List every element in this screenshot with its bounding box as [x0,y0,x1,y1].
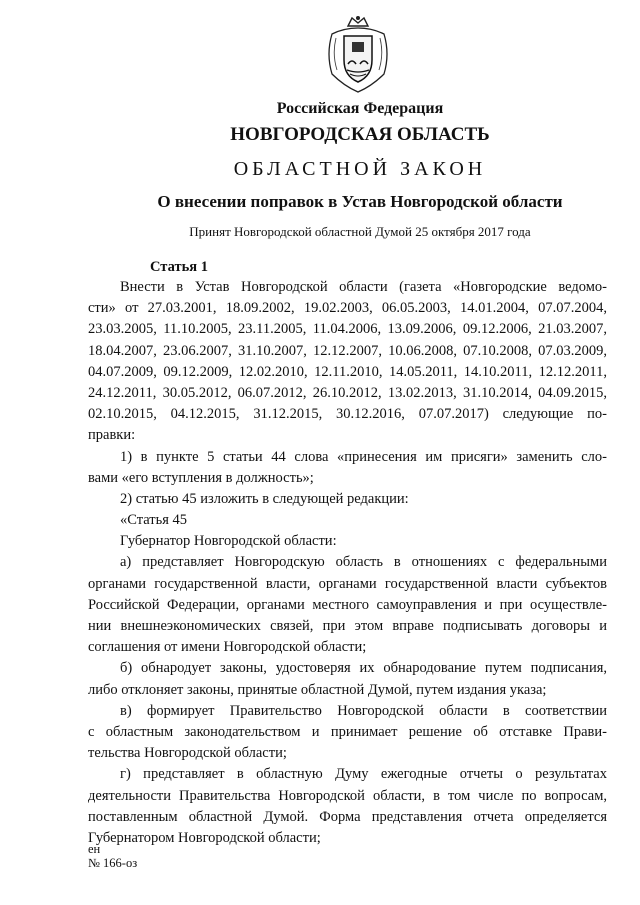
text-line: поставленным областной Думой. Форма представления отчета определяется [88,808,607,825]
text-line: 18.04.2007, 23.06.2007, 31.10.2007, 12.12.2007, 10.06.2008, 07.10.2008, 07.03.2009, [88,342,607,359]
text-line: 1) в пункте 5 статьи 44 слова «принесения им присяги» заменить сло- [120,448,607,465]
text-line: Российской Федерации, органами местного самоуправления и при осуществле- [88,596,607,613]
text-line: б) обнародует законы, удостоверяя их обнародование путем подписания, [120,660,607,677]
text-line: 04.07.2009, 09.12.2009, 12.02.2010, 12.11.2010, 14.05.2011, 14.10.2011, 12.12.2011, [88,363,607,380]
text-line: а) представляет Новгородскую область в отношениях с федеральными [120,554,607,571]
text-line: сти» от 27.03.2001, 18.09.2002, 19.02.2003, 06.05.2003, 14.01.2004, 07.07.2004, [88,300,607,317]
document-type: ОБЛАСТНОЙ ЗАКОН [233,158,487,180]
text-line: г) представляет в областную Думу ежегодные отчеты о результатах [120,766,607,783]
text-line: нии внешнеэкономических связей, при этом вправе подписывать договоры и [88,618,607,634]
text-line: 02.10.2015, 04.12.2015, 31.12.2015, 30.12.2016, 07.07.2017) следующие по- [88,406,607,423]
text-line: 23.03.2005, 11.10.2005, 23.11.2005, 11.04.2006, 13.09.2006, 09.12.2006, 21.03.2007, [88,321,607,338]
article-body [88,277,607,849]
region-name: НОВГОРОДСКАЯ ОБЛАСТЬ [230,124,490,145]
country-name: Российская Федерация [276,100,444,117]
text-line: Губернатором Новгородской области; [88,829,321,846]
law-number: № 166-оз [88,856,138,870]
adoption-note: Принят Новгородской областной Думой 25 октября 2017 года [189,224,531,239]
text-line: тельства Новгородской области; [88,745,287,762]
text-line: соглашения от имени Новгородской области; [88,639,367,656]
text-line: 2) статью 45 изложить в следующей редакции: [120,490,409,507]
text-line: деятельности Правительства Новгородской области, в том числе по вопросам, [88,787,607,804]
text-line: Внести в Устав Новгородской области (газета «Новгородские ведомо- [120,279,607,295]
text-line: 24.12.2011, 30.05.2012, 06.07.2012, 26.10.2012, 13.02.2013, 31.10.2014, 04.09.2015, [88,384,607,401]
text-line: вами «его вступления в должность»; [88,469,314,486]
article-heading: Статья 1 [150,259,208,275]
text-line: органами государственной власти, органами государственной власти субъектов [88,575,607,592]
text-line: Губернатор Новгородской области: [120,533,337,550]
text-line: в) формирует Правительство Новгородской области в соответствии [120,702,607,719]
text-line: правки: [88,427,136,444]
executor-initials: ен [88,842,101,856]
document-footer [88,842,137,870]
text-line: «Статья 45 [120,512,188,529]
text-line: либо отклоняет законы, принятые областной Думой, путем издания указа; [88,681,547,698]
text-line: с областным законодательством и принимает решение об отставке Прави- [88,723,607,740]
coat-of-arms-emblem [322,14,394,94]
law-title: О внесении поправок в Устав Новгородской области [157,192,563,211]
